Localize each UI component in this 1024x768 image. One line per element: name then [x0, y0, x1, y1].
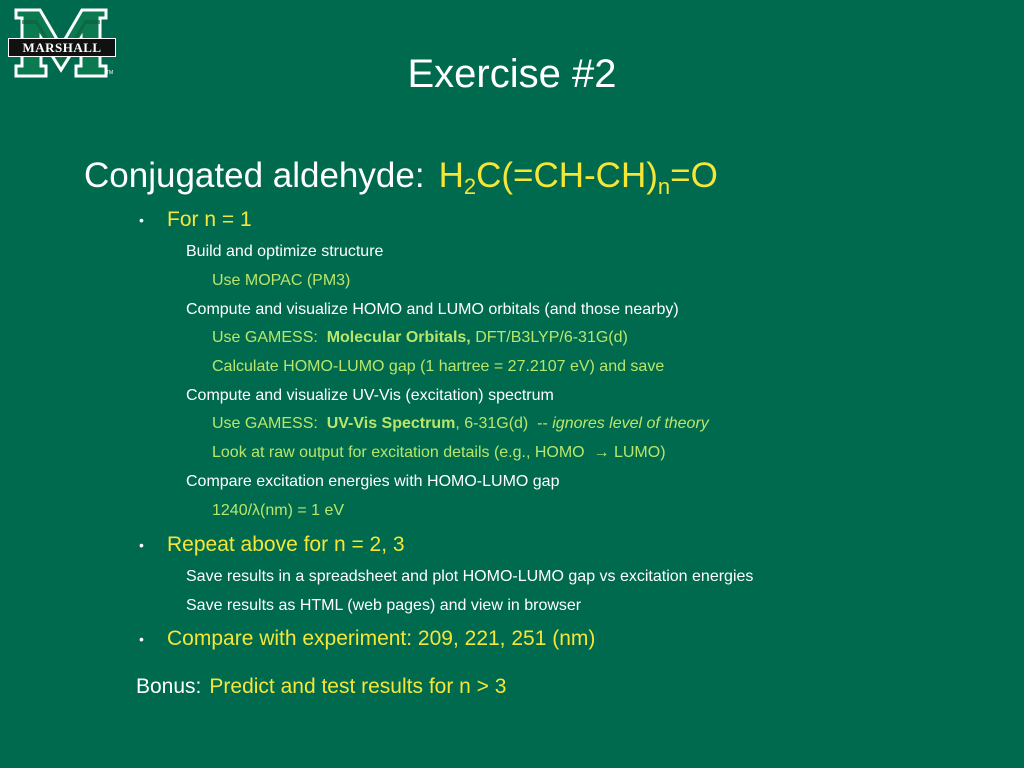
sub-item: Build and optimize structure	[186, 243, 384, 260]
bold-run: UV-Vis Spectrum	[326, 415, 456, 432]
sub-sub-item: Use MOPAC (PM3)	[212, 272, 351, 289]
text-run: , 6-31G(d) --	[455, 415, 553, 432]
sub-sub-item: Calculate HOMO-LUMO gap (1 hartree = 27.2107 eV) and save	[212, 358, 665, 375]
formula-subscript: n	[657, 174, 671, 199]
trademark-mark: TM	[106, 70, 114, 76]
formula-part: H	[438, 156, 464, 195]
sub-item: Save results as HTML (web pages) and view in browser	[186, 597, 582, 614]
text-run: Look at raw output for excitation details (e.g., HOMO	[212, 444, 594, 461]
arrow-right-icon: →	[593, 444, 610, 461]
bullet-glyph: •	[139, 631, 144, 647]
bullet-glyph: •	[139, 537, 144, 553]
slide-title: Exercise #2	[407, 52, 617, 96]
sub-sub-item	[212, 412, 709, 436]
sub-item: Compute and visualize HOMO and LUMO orbitals (and those nearby)	[186, 301, 679, 318]
sub-item: Compare excitation energies with HOMO-LUMO gap	[186, 473, 560, 490]
heading-label: Conjugated aldehyde:	[84, 156, 425, 195]
bonus-label: Bonus:	[136, 675, 202, 698]
formula-subscript: 2	[463, 174, 477, 199]
bullet-glyph: •	[139, 212, 144, 228]
text-run: DFT/B3LYP/6-31G(d)	[470, 329, 628, 346]
formula-part: =O	[670, 156, 718, 195]
sub-sub-item	[212, 441, 666, 465]
sub-sub-item	[212, 326, 628, 350]
bullet-item	[139, 531, 405, 559]
slide-heading	[84, 150, 718, 202]
bullet-item	[139, 206, 252, 234]
formula-part: C(=CH-CH)	[476, 156, 658, 195]
text-run: LUMO)	[609, 444, 666, 461]
bold-run: Molecular Orbitals,	[326, 329, 471, 346]
sub-item: Compute and visualize UV-Vis (excitation) spectrum	[186, 387, 554, 404]
bullet-text: For n = 1	[167, 208, 252, 231]
bonus-text: Predict and test results for n > 3	[209, 675, 507, 698]
logo-wordmark: MARSHALL	[8, 38, 116, 57]
bonus-line	[136, 673, 506, 701]
italic-run: ignores level of theory	[552, 415, 709, 432]
bullet-text: Compare with experiment: 209, 221, 251 (nm)	[167, 627, 596, 650]
text-run: Use GAMESS:	[212, 329, 327, 346]
bullet-text: Repeat above for n = 2, 3	[167, 533, 405, 556]
sub-sub-item: 1240/λ(nm) = 1 eV	[212, 502, 345, 519]
text-run: Use GAMESS:	[212, 415, 327, 432]
chemical-formula	[438, 156, 718, 199]
sub-item: Save results in a spreadsheet and plot HOMO-LUMO gap vs excitation energies	[186, 568, 754, 585]
bullet-item	[139, 625, 596, 653]
